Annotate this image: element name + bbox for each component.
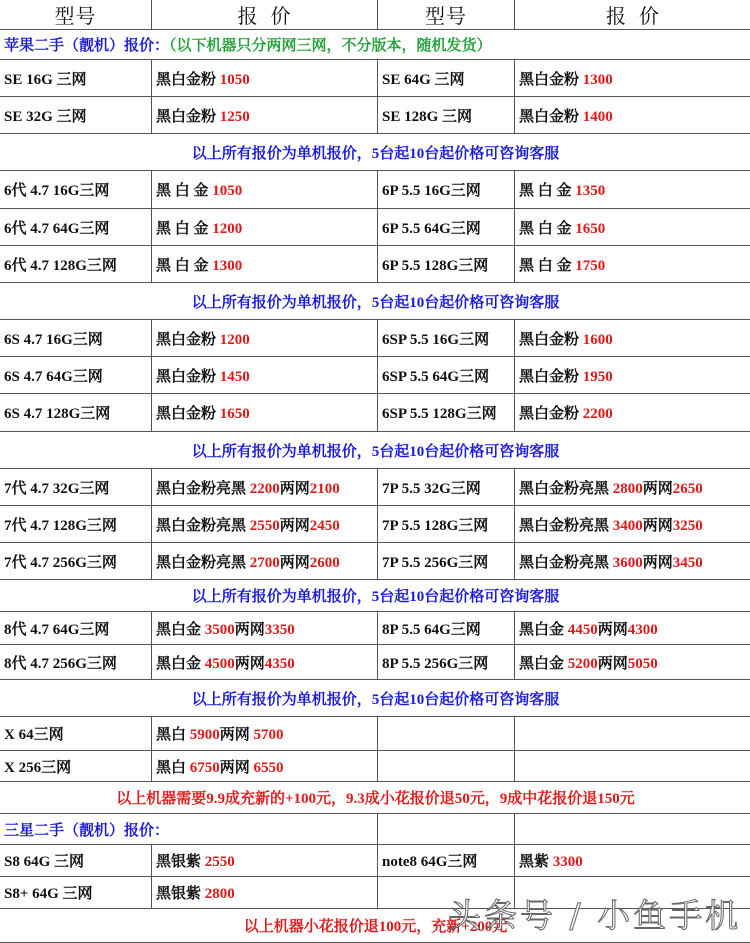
model-cell-left [0,645,152,680]
price-cell-left [152,209,378,246]
cell-text: 7代 4.7 256G三网 [4,554,117,571]
price-two-network: 2450 [309,517,340,534]
table-row [0,469,750,506]
price-three-network: 5900 [189,727,220,743]
price-three-network: 1650 [575,220,606,237]
cell-text: 6SP 5.5 64G三网 [382,368,490,385]
model-cell-right [378,357,515,394]
table-row [0,717,750,751]
note-text: 以上所有报价为单机报价，5台起10台起价格可咨询客服 [0,680,750,717]
price-cell-left [152,717,378,751]
model-cell-right [378,506,515,543]
apple-section-title [0,30,750,60]
cell-text: 8代 4.7 256G三网 [4,655,117,672]
color-options: 黑白金粉 [156,368,220,385]
table-row [0,645,750,680]
price-cell-left [152,543,378,580]
two-network-label: 两网 [597,655,628,672]
price-cell-left [152,877,378,909]
two-network-label: 两网 [279,517,310,534]
table-row [0,751,750,782]
cell-text: 7代 4.7 128G三网 [4,517,117,534]
table-row [0,246,750,283]
price-three-network: 3500 [204,621,235,638]
model-cell-left [0,751,152,782]
color-options: 黑 白 金 [156,257,213,274]
cell-text: 6代 4.7 128G三网 [4,257,117,274]
header-model-1: 型号 [0,0,152,30]
price-cell-right [515,357,750,394]
price-cell-right [515,209,750,246]
color-options: 黑银紫 [156,886,205,902]
price-cell-right [515,717,750,751]
model-cell-left [0,394,152,432]
price-three-network: 1750 [575,257,606,274]
note-text: 以上机器小花报价退100元，充新+200元 [0,909,750,943]
header-price-1: 报 价 [152,0,378,30]
price-cell-right [515,246,750,283]
cell-text: 6P 5.5 64G三网 [382,220,481,237]
cell-text: 6S 4.7 128G三网 [4,406,111,422]
price-two-network: 2650 [672,480,703,497]
price-two-network: 3250 [672,517,703,534]
cell-text: 6代 4.7 16G三网 [4,183,110,199]
color-options: 黑白 [156,759,190,776]
color-options: 黑白金 [156,621,205,638]
two-network-label: 两网 [642,517,673,534]
empty-cell [515,814,750,845]
header-model-2: 型号 [378,0,515,30]
price-cell-left [152,97,378,134]
two-network-label: 两网 [279,480,310,497]
table-row [0,209,750,246]
note-row [0,782,750,814]
color-options: 黑 白 金 [519,183,576,199]
header-price-2: 报 价 [515,0,750,30]
color-options: 黑白 [156,727,190,743]
model-cell-left [0,320,152,357]
price-cell-left [152,612,378,645]
note-row [0,680,750,717]
model-cell-left [0,469,152,506]
color-options: 黑紫 [519,854,553,870]
price-two-network: 5050 [627,655,658,672]
table-row [0,97,750,134]
model-cell-right [378,543,515,580]
model-cell-right [378,394,515,432]
price-cell-right [515,645,750,680]
model-cell-left [0,209,152,246]
color-options: 黑白金粉亮黑 [156,554,250,571]
price-three-network: 1400 [582,108,613,125]
color-options: 黑白金粉亮黑 [156,517,250,534]
model-cell-right [378,320,515,357]
cell-text: 6P 5.5 16G三网 [382,183,481,199]
color-options: 黑白金粉 [519,71,583,88]
price-cell-left [152,320,378,357]
two-network-label: 两网 [279,554,310,571]
color-options: 黑白金粉 [156,406,220,422]
price-three-network: 1200 [212,220,243,237]
price-three-network: 3600 [612,554,643,571]
price-three-network: 2200 [582,406,613,422]
apple-subtitle: （以下机器只分两网三网，不分版本，随机发货） [169,38,492,54]
price-two-network: 4300 [627,621,658,638]
price-cell-right [515,845,750,877]
color-options: 黑 白 金 [156,220,213,237]
two-network-label: 两网 [219,727,254,743]
cell-text: 8代 4.7 64G三网 [4,621,110,638]
model-cell-right [378,612,515,645]
color-options: 黑白金粉 [519,406,583,422]
price-cell-left [152,845,378,877]
price-cell-right [515,394,750,432]
price-cell-left [152,645,378,680]
cell-text: S8 64G 三网 [4,854,85,870]
model-cell-right [378,845,515,877]
price-three-network: 1050 [219,71,250,88]
price-three-network: 2550 [249,517,280,534]
samsung-title: 三星二手（靓机）报价： [4,822,170,839]
cell-text: 6P 5.5 128G三网 [382,257,489,274]
price-cell-left [152,751,378,782]
model-cell-left [0,717,152,751]
two-network-label: 两网 [234,655,265,672]
price-three-network: 3300 [552,854,583,870]
model-cell-left [0,60,152,97]
model-cell-right [378,246,515,283]
cell-text: X 256三网 [4,759,72,776]
price-three-network: 1600 [582,331,613,348]
price-three-network: 4450 [567,621,598,638]
two-network-label: 两网 [642,480,673,497]
model-cell-right [378,645,515,680]
two-network-label: 两网 [597,621,628,638]
cell-text: 7代 4.7 32G三网 [4,480,110,497]
price-cell-left [152,171,378,209]
price-three-network: 2550 [204,854,235,870]
price-cell-right [515,320,750,357]
model-cell-left [0,171,152,209]
table-row [0,171,750,209]
price-two-network: 4350 [264,655,295,672]
model-cell-right [378,717,515,751]
cell-text: 6代 4.7 64G三网 [4,220,110,237]
note-row [0,909,750,943]
price-cell-right [515,506,750,543]
color-options: 黑白金粉亮黑 [519,554,613,571]
cell-text: 6S 4.7 64G三网 [4,368,103,385]
model-cell-left [0,246,152,283]
price-three-network: 1300 [212,257,243,274]
apple-title: 苹果二手（靓机）报价： [4,38,170,54]
price-cell-left [152,246,378,283]
price-three-network: 2200 [249,480,280,497]
model-cell-right [378,97,515,134]
price-three-network: 1250 [219,108,250,125]
table-row [0,357,750,394]
model-cell-left [0,845,152,877]
color-options: 黑银紫 [156,854,205,870]
model-cell-right [378,469,515,506]
two-network-label: 两网 [219,759,254,776]
price-cell-right [515,60,750,97]
watermark: 头条号 / 小鱼手机 [448,896,742,935]
model-cell-left [0,543,152,580]
cell-text: 7P 5.5 128G三网 [382,517,489,534]
price-three-network: 2800 [612,480,643,497]
price-three-network: 1350 [575,183,606,199]
cell-text: 8P 5.5 64G三网 [382,621,481,638]
empty-cell [378,814,515,845]
note-text: 以上所有报价为单机报价，5台起10台起价格可咨询客服 [0,580,750,612]
table-row [0,394,750,432]
color-options: 黑白金粉亮黑 [156,480,250,497]
samsung-section-title [0,814,378,845]
price-two-network: 3450 [672,554,703,571]
price-cell-right [515,612,750,645]
header-row [0,0,750,30]
table-row [0,60,750,97]
price-cell-right [515,751,750,782]
price-two-network: 2100 [309,480,340,497]
price-cell-left [152,506,378,543]
price-two-network: 3350 [264,621,295,638]
price-three-network: 1200 [219,331,250,348]
price-two-network: 5700 [253,727,284,743]
color-options: 黑白金 [519,621,568,638]
price-three-network: 5200 [567,655,598,672]
model-cell-left [0,506,152,543]
color-options: 黑白金粉 [156,71,220,88]
model-cell-right [378,751,515,782]
table-row [0,877,750,909]
cell-text: SE 128G 三网 [382,108,473,125]
price-three-network: 3400 [612,517,643,534]
price-cell-right [515,97,750,134]
table-row [0,320,750,357]
price-three-network: 1650 [219,406,250,422]
price-two-network: 6550 [253,759,284,776]
price-three-network: 6750 [189,759,220,776]
color-options: 黑白金粉 [519,331,583,348]
color-options: 黑白金粉 [519,108,583,125]
color-options: 黑 白 金 [156,183,213,199]
price-two-network: 2600 [309,554,340,571]
price-three-network: 1300 [582,71,613,88]
price-cell-left [152,357,378,394]
note-text: 以上所有报价为单机报价，5台起10台起价格可咨询客服 [0,283,750,320]
model-cell-left [0,612,152,645]
price-cell-left [152,60,378,97]
model-cell-right [378,209,515,246]
color-options: 黑白金粉亮黑 [519,517,613,534]
color-options: 黑白金 [156,655,205,672]
price-cell-right [515,877,750,909]
table-row [0,612,750,645]
price-cell-right [515,469,750,506]
samsung-title-row [0,814,750,845]
cell-text: SE 16G 三网 [4,71,87,88]
cell-text: 6SP 5.5 128G三网 [382,406,497,422]
cell-text: 7P 5.5 32G三网 [382,480,481,497]
color-options: 黑白金粉 [156,331,220,348]
cell-text: 6SP 5.5 16G三网 [382,331,490,348]
model-cell-right [378,60,515,97]
note-row [0,432,750,469]
note-text: 以上所有报价为单机报价，5台起10台起价格可咨询客服 [0,432,750,469]
price-three-network: 1050 [212,183,243,199]
color-options: 黑 白 金 [519,257,576,274]
note-text: 以上机器需要9.9成充新的+100元，9.3成小花报价退50元，9成中花报价退150元 [0,782,750,814]
model-cell-left [0,97,152,134]
apple-title-row [0,30,750,60]
price-cell-right [515,171,750,209]
model-cell-left [0,357,152,394]
cell-text: X 64三网 [4,727,64,743]
price-three-network: 1950 [582,368,613,385]
cell-text: SE 64G 三网 [382,71,465,88]
price-three-network: 2800 [204,886,235,902]
model-cell-right [378,877,515,909]
price-three-network: 4500 [204,655,235,672]
model-cell-left [0,877,152,909]
note-row [0,134,750,171]
cell-text: 7P 5.5 256G三网 [382,554,489,571]
cell-text: SE 32G 三网 [4,108,87,125]
table-row [0,506,750,543]
price-cell-right [515,543,750,580]
cell-text: 8P 5.5 256G三网 [382,655,489,672]
price-cell-left [152,394,378,432]
note-row [0,580,750,612]
note-row [0,283,750,320]
price-three-network: 2700 [249,554,280,571]
model-cell-right [378,171,515,209]
note-text: 以上所有报价为单机报价，5台起10台起价格可咨询客服 [0,134,750,171]
table-row [0,845,750,877]
cell-text: note8 64G三网 [382,854,478,870]
price-three-network: 1450 [219,368,250,385]
price-cell-left [152,469,378,506]
color-options: 黑白金粉亮黑 [519,480,613,497]
color-options: 黑 白 金 [519,220,576,237]
color-options: 黑白金粉 [519,368,583,385]
table-row [0,543,750,580]
cell-text: 6S 4.7 16G三网 [4,331,103,348]
cell-text: S8+ 64G 三网 [4,886,93,902]
two-network-label: 两网 [642,554,673,571]
two-network-label: 两网 [234,621,265,638]
color-options: 黑白金粉 [156,108,220,125]
color-options: 黑白金 [519,655,568,672]
